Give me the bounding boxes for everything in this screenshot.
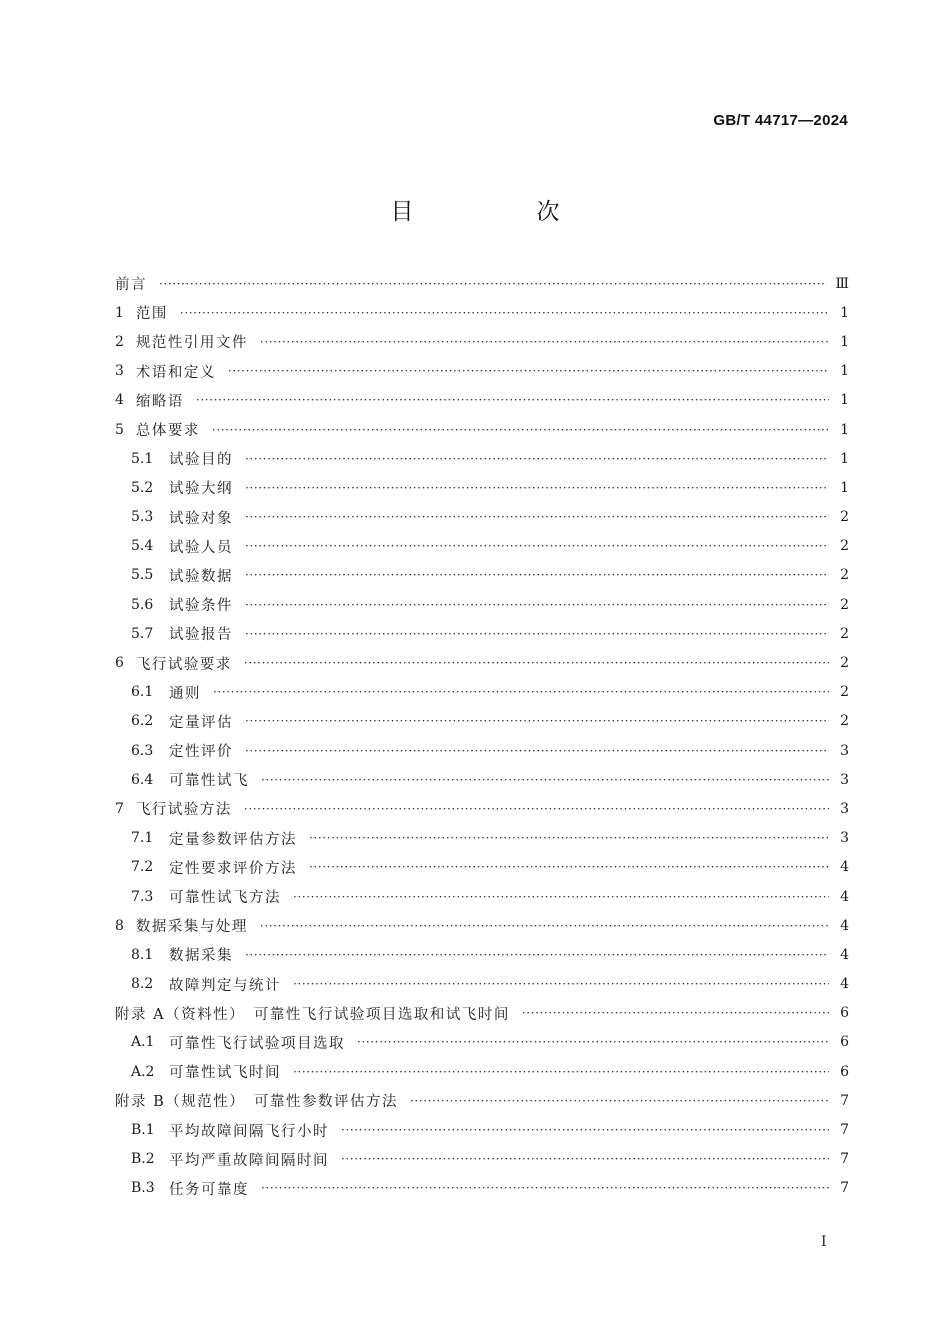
toc-entry-label: 飞行试验要求 bbox=[135, 656, 232, 673]
toc-entry[interactable] bbox=[115, 298, 849, 327]
toc-entry-page: 6 bbox=[840, 1005, 849, 1022]
toc-entry-label: 数据采集 bbox=[169, 948, 233, 965]
toc-entry-page: 1 bbox=[840, 479, 849, 496]
toc-entry[interactable] bbox=[115, 1028, 849, 1057]
dot-leader bbox=[260, 335, 829, 349]
toc-entry[interactable] bbox=[115, 1086, 849, 1115]
toc-entry-page: 1 bbox=[840, 421, 849, 438]
toc-entry[interactable] bbox=[115, 824, 849, 853]
toc-entry-label: 平均严重故障间隔时间 bbox=[169, 1152, 329, 1169]
dot-leader bbox=[244, 802, 829, 816]
dot-leader bbox=[357, 1035, 829, 1049]
toc-entry-page: 2 bbox=[840, 567, 849, 584]
toc-entry-page: 1 bbox=[840, 392, 849, 409]
toc-entry-page: 2 bbox=[840, 713, 849, 730]
toc-entry-label: 定量评估 bbox=[169, 714, 233, 731]
toc-entry-label: 试验数据 bbox=[169, 568, 233, 585]
toc-entry-label: 可靠性试飞 bbox=[169, 773, 249, 790]
toc-entry-number: 5.5 bbox=[131, 567, 154, 584]
toc-entry-label: 可靠性试飞方法 bbox=[169, 890, 281, 907]
toc-entry-label: 定量参数评估方法 bbox=[169, 831, 297, 848]
toc-entry-page: 2 bbox=[840, 509, 849, 526]
toc-entry[interactable] bbox=[115, 444, 849, 473]
dot-leader bbox=[261, 773, 829, 787]
toc-entry-page: 1 bbox=[840, 363, 849, 380]
toc-entry[interactable] bbox=[115, 911, 849, 940]
toc-entry[interactable] bbox=[115, 765, 849, 794]
dot-leader bbox=[245, 627, 829, 641]
toc-entry[interactable] bbox=[115, 590, 849, 619]
toc-entry-label: 可靠性试飞时间 bbox=[169, 1065, 281, 1082]
dot-leader bbox=[245, 539, 829, 553]
toc-entry-label: 试验大纲 bbox=[169, 481, 233, 498]
toc-entry-number: B.1 bbox=[131, 1122, 155, 1139]
toc-entry-number: 6.4 bbox=[131, 771, 154, 788]
toc-entry-label: 范围 bbox=[135, 306, 168, 323]
dot-leader bbox=[245, 714, 829, 728]
toc-entry[interactable] bbox=[115, 853, 849, 882]
toc-entry-number: 8 bbox=[115, 917, 124, 934]
dot-leader bbox=[245, 948, 829, 962]
toc-entry[interactable] bbox=[115, 882, 849, 911]
toc-entry-page: Ⅲ bbox=[835, 275, 849, 292]
toc-entry[interactable] bbox=[115, 736, 849, 765]
dot-leader bbox=[260, 919, 829, 933]
toc-entry[interactable] bbox=[115, 473, 849, 502]
toc-entry[interactable] bbox=[115, 1057, 849, 1086]
toc-entry-number: 7.1 bbox=[131, 830, 154, 847]
toc-entry-page: 6 bbox=[840, 1034, 849, 1051]
toc-entry-label: 任务可靠度 bbox=[169, 1181, 249, 1198]
toc-entry-page: 7 bbox=[840, 1151, 849, 1168]
dot-leader bbox=[261, 1181, 829, 1195]
toc-entry-number: 6.2 bbox=[131, 713, 154, 730]
dot-leader bbox=[245, 598, 829, 612]
toc-entry-page: 3 bbox=[840, 830, 849, 847]
toc-entry[interactable] bbox=[115, 1174, 849, 1203]
toc-entry-page: 2 bbox=[840, 655, 849, 672]
toc-entry-label: 总体要求 bbox=[135, 423, 200, 440]
toc-entry-page: 1 bbox=[840, 450, 849, 467]
toc-entry[interactable] bbox=[115, 619, 849, 648]
toc-entry-label: 前言 bbox=[115, 277, 147, 294]
toc-entry-number: 7.2 bbox=[131, 859, 154, 876]
toc-entry[interactable] bbox=[115, 269, 849, 298]
toc-entry-page: 2 bbox=[840, 596, 849, 613]
toc-entry[interactable] bbox=[115, 327, 849, 356]
toc-entry-page: 7 bbox=[840, 1122, 849, 1139]
toc-entry[interactable] bbox=[115, 561, 849, 590]
toc-entry[interactable] bbox=[115, 357, 849, 386]
dot-leader bbox=[293, 1065, 829, 1079]
toc-entry-number: B.3 bbox=[131, 1180, 155, 1197]
dot-leader bbox=[245, 568, 829, 582]
dot-leader bbox=[213, 685, 829, 699]
toc-entry-page: 7 bbox=[840, 1092, 849, 1109]
toc-entry-number: A.1 bbox=[131, 1034, 155, 1051]
dot-leader bbox=[196, 393, 829, 407]
toc-entry-page: 6 bbox=[840, 1063, 849, 1080]
standard-number: GB/T 44717—2024 bbox=[713, 112, 848, 129]
page-number: Ⅰ bbox=[821, 1234, 827, 1250]
table-of-contents bbox=[115, 269, 849, 1203]
toc-entry[interactable] bbox=[115, 503, 849, 532]
toc-entry-number: 5.7 bbox=[131, 625, 154, 642]
toc-entry-page: 2 bbox=[840, 684, 849, 701]
toc-entry-page: 3 bbox=[840, 742, 849, 759]
toc-entry[interactable] bbox=[115, 999, 849, 1028]
toc-entry-label: 附录 A（资料性） 可靠性飞行试验项目选取和试飞时间 bbox=[115, 1006, 510, 1023]
toc-entry[interactable] bbox=[115, 648, 849, 677]
toc-entry[interactable] bbox=[115, 970, 849, 999]
toc-entry-page: 3 bbox=[840, 771, 849, 788]
toc-entry-label: 试验目的 bbox=[169, 452, 233, 469]
dot-leader bbox=[180, 306, 829, 320]
dot-leader bbox=[245, 481, 829, 495]
dot-leader bbox=[522, 1006, 829, 1020]
toc-entry[interactable] bbox=[115, 794, 849, 823]
toc-entry-label: 可靠性飞行试验项目选取 bbox=[169, 1035, 345, 1052]
toc-entry-number: 7.3 bbox=[131, 888, 154, 905]
toc-entry-page: 4 bbox=[840, 917, 849, 934]
dot-leader bbox=[228, 364, 829, 378]
dot-leader bbox=[309, 860, 829, 874]
toc-entry[interactable] bbox=[115, 1115, 849, 1144]
toc-entry-page: 3 bbox=[840, 800, 849, 817]
toc-entry-label: 试验条件 bbox=[169, 598, 233, 615]
toc-entry-label: 附录 B（规范性） 可靠性参数评估方法 bbox=[115, 1094, 399, 1111]
dot-leader bbox=[341, 1152, 829, 1166]
toc-entry-label: 定性评价 bbox=[169, 744, 233, 761]
toc-entry-number: 6.3 bbox=[131, 742, 154, 759]
toc-entry-page: 2 bbox=[840, 625, 849, 642]
page-title: 目 次 bbox=[390, 199, 610, 225]
dot-leader bbox=[245, 744, 829, 758]
toc-entry-page: 1 bbox=[840, 304, 849, 321]
toc-entry-number: 6.1 bbox=[131, 684, 154, 701]
toc-entry-number: 5 bbox=[115, 421, 124, 438]
toc-entry-number: 7 bbox=[115, 800, 124, 817]
toc-entry-number: 4 bbox=[115, 392, 124, 409]
toc-entry-number: 2 bbox=[115, 333, 124, 350]
toc-entry-page: 4 bbox=[840, 976, 849, 993]
toc-entry-label: 试验对象 bbox=[169, 510, 233, 527]
toc-entry-label: 故障判定与统计 bbox=[169, 977, 281, 994]
toc-entry-label: 定性要求评价方法 bbox=[169, 860, 297, 877]
dot-leader bbox=[159, 277, 827, 291]
toc-entry-number: 5.2 bbox=[131, 479, 154, 496]
toc-entry-number: 3 bbox=[115, 363, 124, 380]
toc-entry-page: 4 bbox=[840, 946, 849, 963]
toc-entry-label: 通则 bbox=[169, 685, 201, 702]
toc-entry[interactable] bbox=[115, 1145, 849, 1174]
dot-leader bbox=[309, 831, 829, 845]
toc-entry-page: 2 bbox=[840, 538, 849, 555]
toc-entry-label: 飞行试验方法 bbox=[135, 802, 232, 819]
dot-leader bbox=[293, 977, 829, 991]
toc-entry[interactable] bbox=[115, 707, 849, 736]
toc-entry[interactable] bbox=[115, 532, 849, 561]
toc-entry-number: 6 bbox=[115, 655, 124, 672]
toc-entry-label: 数据采集与处理 bbox=[135, 919, 248, 936]
toc-entry-label: 试验报告 bbox=[169, 627, 233, 644]
toc-entry-page: 7 bbox=[840, 1180, 849, 1197]
toc-entry-number: 5.3 bbox=[131, 509, 154, 526]
toc-entry[interactable] bbox=[115, 678, 849, 707]
toc-entry-number: 1 bbox=[115, 304, 124, 321]
toc-entry-page: 4 bbox=[840, 888, 849, 905]
toc-entry-label: 术语和定义 bbox=[135, 364, 216, 381]
toc-entry-page: 1 bbox=[840, 333, 849, 350]
dot-leader bbox=[244, 656, 829, 670]
toc-entry-number: A.2 bbox=[131, 1063, 155, 1080]
toc-entry[interactable] bbox=[115, 415, 849, 444]
toc-entry-number: 8.1 bbox=[131, 946, 154, 963]
dot-leader bbox=[245, 452, 829, 466]
toc-entry-page: 4 bbox=[840, 859, 849, 876]
toc-entry-number: 8.2 bbox=[131, 976, 154, 993]
toc-entry[interactable] bbox=[115, 940, 849, 969]
dot-leader bbox=[293, 890, 829, 904]
toc-entry-label: 规范性引用文件 bbox=[135, 335, 248, 352]
toc-entry-number: 5.6 bbox=[131, 596, 154, 613]
dot-leader bbox=[245, 510, 829, 524]
toc-entry-label: 缩略语 bbox=[135, 393, 184, 410]
toc-entry-number: 5.4 bbox=[131, 538, 154, 555]
dot-leader bbox=[341, 1123, 829, 1137]
dot-leader bbox=[212, 423, 829, 437]
toc-entry-label: 试验人员 bbox=[169, 539, 233, 556]
toc-entry[interactable] bbox=[115, 386, 849, 415]
toc-entry-number: B.2 bbox=[131, 1151, 155, 1168]
toc-entry-label: 平均故障间隔飞行小时 bbox=[169, 1123, 329, 1140]
dot-leader bbox=[410, 1094, 829, 1108]
toc-entry-number: 5.1 bbox=[131, 450, 154, 467]
